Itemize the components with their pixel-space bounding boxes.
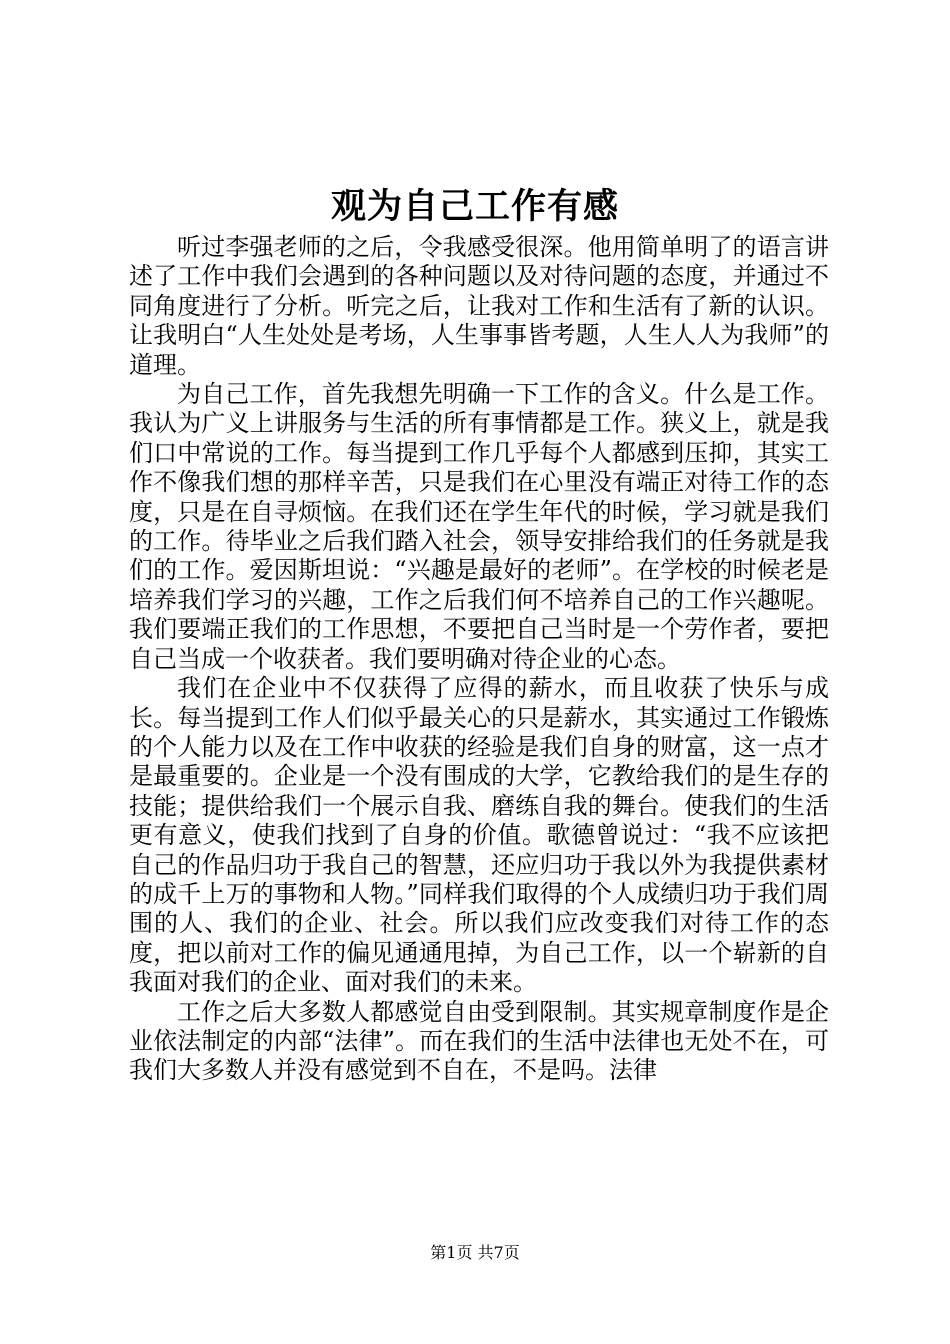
paragraph: 为自己工作，首先我想先明确一下工作的含义。什么是工作。我认为广义上讲服务与生活的所有事情都是工作。狭义上，就是我们口中常说的工作。每当提到工作几乎每个人都感到压抑，其实工作不像我们想的那样辛苦，只是我们在心里没有端正对待工作的态度，只是在自寻烦恼。在我们还在学生年代的时候，学习就是我们的工作。待毕业之后我们踏入社会，领导安排给我们的任务就是我们的工作。爱因斯坦说：“兴趣是最好的老师”。在学校的时候老是培养我们学习的兴趣，工作之后我们何不培养自己的工作兴趣呢。我们要端正我们的工作思想，不要把自己当时是一个劳作者，要把自己当成一个收获者。我们要明确对待企业的心态。	[129, 380, 829, 673]
paragraph: 工作之后大多数人都感觉自由受到限制。其实规章制度作是企业依法制定的内部“法律”。而在我们的生活中法律也无处不在，可我们大多数人并没有感觉到不自在，不是吗。法律	[129, 997, 829, 1085]
page-number-footer: 第1页 共7页	[430, 1243, 520, 1262]
document-title: 观为自己工作有感	[330, 186, 619, 227]
paragraph: 听过李强老师的之后，令我感受很深。他用简单明了的语言讲述了工作中我们会遇到的各种问题以及对待问题的态度，并通过不同角度进行了分析。听完之后，让我对工作和生活有了新的认识。让我明白“人生处处是考场，人生事事皆考题，人生人人为我师”的道理。	[129, 233, 829, 379]
document-body	[129, 233, 829, 1086]
paragraph: 我们在企业中不仅获得了应得的薪水，而且收获了快乐与成长。每当提到工作人们似乎最关心的只是薪水，其实通过工作锻炼的个人能力以及在工作中收获的经验是我们自身的财富，这一点才是最重要的。企业是一个没有围成的大学，它教给我们的是生存的技能；提供给我们一个展示自我、磨练自我的舞台。使我们的生活更有意义，使我们找到了自身的价值。歌德曾说过：“我不应该把自己的作品归功于我自己的智慧，还应归功于我以外为我提供素材的成千上万的事物和人物。”同样我们取得的个人成绩归功于我们周围的人、我们的企业、社会。所以我们应改变我们对待工作的态度，把以前对工作的偏见通通甩掉，为自己工作，以一个崭新的自我面对我们的企业、面对我们的未来。	[129, 674, 829, 997]
